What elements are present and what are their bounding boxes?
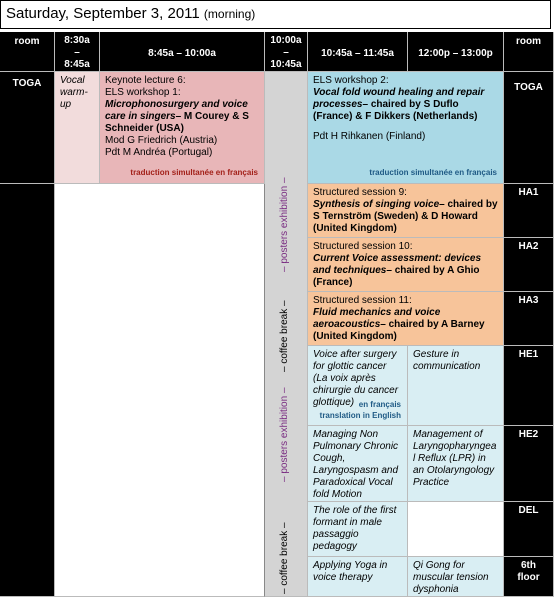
he2-session-b[interactable] (408, 426, 504, 502)
header-time-1: 8:30a – 8:45a (55, 32, 100, 72)
he2-session-a[interactable] (308, 426, 408, 502)
structured-session-11[interactable] (308, 292, 504, 346)
header-time-2: 8:45a – 10:00a (100, 32, 265, 72)
posters-exhibition-1: – posters exhibition – (279, 177, 290, 272)
ss10-title: Current Voice assessment: devices and techniques (313, 253, 482, 276)
he1-note-english: translation in English (319, 411, 401, 420)
keynote-translation-note: traduction simultanée en français (130, 168, 258, 177)
sixth-b-text: Qi Gong for muscular tension dysphonia (413, 560, 489, 595)
he2-b-text: Management of Laryngopharyngea l Reflux (LPR) in an Otolaryngology Practice (413, 429, 497, 488)
del-session-a[interactable] (308, 502, 408, 557)
keynote-lecture-6[interactable] (100, 72, 265, 184)
els2-title: Vocal fold wound healing and repair processes (313, 87, 485, 110)
els2-chair: – chaired by S Duflo (France) & F Dikkers (Netherlands) (313, 99, 478, 122)
break-column (265, 72, 308, 597)
ss11-line1: Structured session 11: (313, 295, 412, 306)
keynote-line2: ELS workshop 1: (105, 87, 181, 98)
els2-translation-note: traduction simultanée en français (369, 168, 497, 177)
room-sixth-floor: 6th floor (504, 557, 554, 597)
sixth-session-b[interactable] (408, 557, 504, 597)
header-time-5: 12:00p – 13:00p (408, 32, 504, 72)
room-ha2: HA2 (504, 238, 554, 292)
he1-a-text: Voice after surgery for glottic cancer (La voix après chirurgie du cancer glottique) (313, 349, 399, 408)
header-room: room (0, 32, 55, 72)
ss11-title: Fluid mechanics and voice aeroacoustics (313, 307, 441, 330)
keynote-pdt: Pdt M Andréa (Portugal) (105, 147, 213, 158)
title-session: (morning) (203, 7, 256, 21)
del-a-text: The role of the first formant in male passaggio pedagogy (313, 505, 397, 552)
page-title (0, 0, 551, 29)
header-time-3: 10:00a – 10:45a (265, 32, 308, 72)
coffee-break-2: – coffee break – (279, 522, 290, 594)
keynote-title: Microphonosurgery and voice care in singers (105, 99, 248, 122)
he1-note-french: en français (358, 400, 401, 409)
els2-pdt: Pdt H Rihkanen (Finland) (313, 131, 426, 142)
ss10-line1: Structured session 10: (313, 241, 413, 252)
sixth-session-a[interactable] (308, 557, 408, 597)
els2-line1: ELS workshop 2: (313, 75, 389, 86)
keynote-mod: Mod G Friedrich (Austria) (105, 135, 218, 146)
ss9-line1: Structured session 9: (313, 187, 407, 198)
structured-session-9[interactable] (308, 184, 504, 238)
he1-b-text: Gesture in communication (413, 349, 481, 372)
schedule-grid (0, 32, 554, 597)
coffee-break-1: – coffee break – (279, 300, 290, 372)
ss9-chair: – chaired by S Ternström (Sweden) & D Howard (United Kingdom) (313, 199, 498, 234)
keynote-chair: – M Courey & S Schneider (USA) (105, 111, 249, 134)
he1-session-a[interactable] (308, 346, 408, 426)
he2-a-text: Managing Non Pulmonary Chronic Cough, Laryngospasm and Paradoxical Vocal fold Motion (313, 429, 399, 500)
structured-session-10[interactable] (308, 238, 504, 292)
posters-exhibition-2: – posters exhibition – (279, 387, 290, 482)
title-date: Saturday, September 3, 2011 (6, 5, 200, 22)
room-he2: HE2 (504, 426, 554, 502)
ss9-title: Synthesis of singing voice (313, 199, 440, 210)
header-time-4: 10:45a – 11:45a (308, 32, 408, 72)
he1-session-b[interactable] (408, 346, 504, 426)
ss10-chair: – chaired by A Ghio (France) (313, 265, 480, 288)
room-left-blank (0, 184, 55, 597)
header-room-right: room (504, 32, 554, 72)
del-session-b-empty (408, 502, 504, 557)
room-toga: TOGA (0, 72, 55, 184)
room-ha1: HA1 (504, 184, 554, 238)
room-ha3: HA3 (504, 292, 554, 346)
room-toga-right: TOGA (504, 72, 554, 184)
empty-area (55, 184, 265, 597)
ss11-chair: – chaired by A Barney (United Kingdom) (313, 319, 485, 342)
room-he1: HE1 (504, 346, 554, 426)
els-workshop-2[interactable] (308, 72, 504, 184)
room-del: DEL (504, 502, 554, 557)
vocal-warmup[interactable]: Vocal warm- up (55, 72, 100, 184)
sixth-a-text: Applying Yoga in voice therapy (313, 560, 388, 583)
keynote-line1: Keynote lecture 6: (105, 75, 186, 86)
